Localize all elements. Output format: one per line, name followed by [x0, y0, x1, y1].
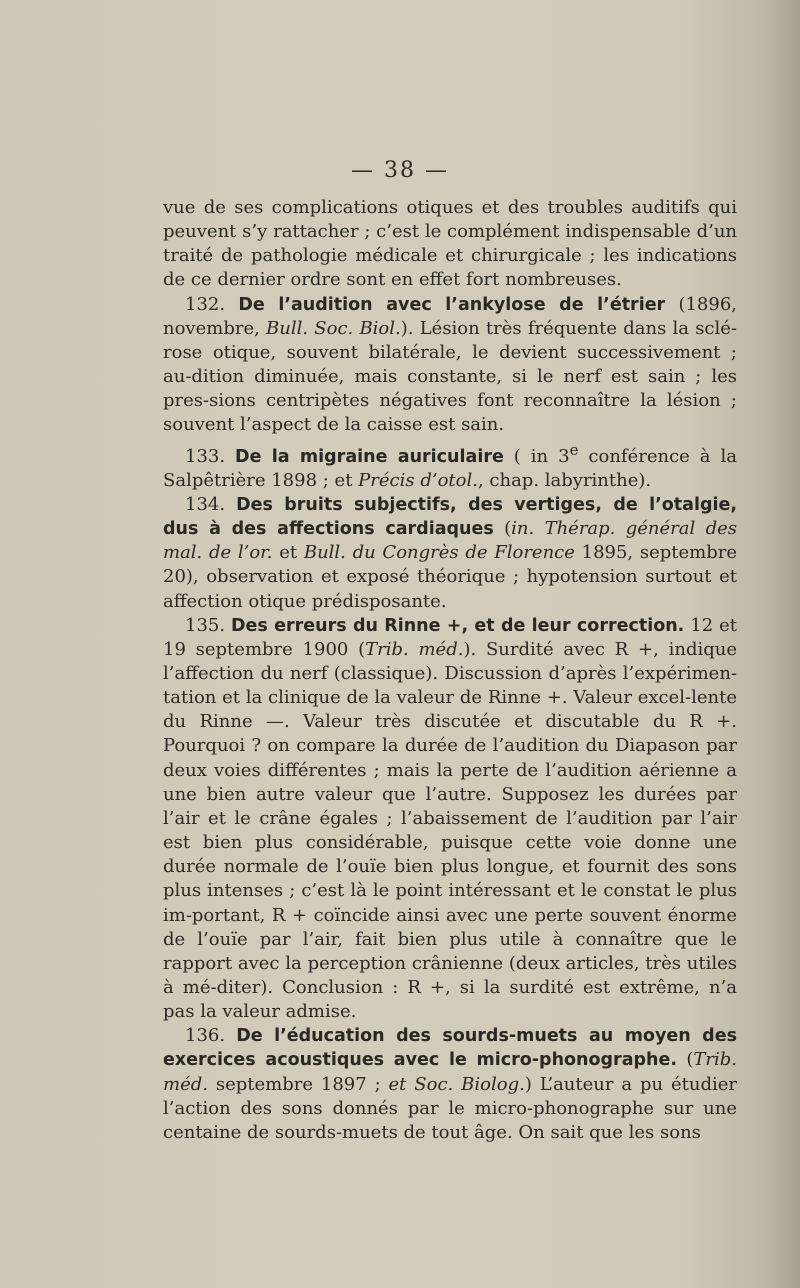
text: (1896, novembre, [163, 293, 737, 339]
source-citation: Trib. méd. [163, 1049, 737, 1095]
source-citation: Bull. Soc. Biol. [266, 317, 401, 339]
text: ). Surdité avec R +, indique l’affection du nerf (classique). Discussion d’après l’expérimen-tation et la clinique de la valeur de Rinne +. Valeur excel-lente du Rinne —. Valeur très discutée et discutable du R +. Pourquoi ? on compare la durée de l’audition du Diapason par deux voies différentes ; mais la perte de l’audition aérienne a une bien autre valeur que l’autre. Supposez les durées par l’air et le crâne égales ; l’abaissement de l’audition par l’air est bien plus considérable, puisque cette voie donne une durée normale de l’ouïe bien plus longue, et fournit des sons plus intenses ; c’est là le point intéressant et le constat le plus im-portant, R + coïncide ainsi avec une perte souvent énorme de l’ouïe par l’air, fait bien plus utile à connaître que le rapport avec la perception crânienne (deux articles, très utiles à mé-diter). Conclusion : R +, si la surdité est extrême, n’a pas la valeur admise. [163, 638, 737, 1023]
entry-title: Des bruits subjectifs, des vertiges, de l’otalgie, dus à des affections cardiaques [163, 494, 737, 540]
entry-number: 134. [185, 493, 226, 515]
text: ). Lésion très fréquente dans la sclé-rose otique, souvent bilatérale, le devient successivement ; au-dition diminuée, mais constante, si le nerf est sain ; les pres-sions centripètes négatives font reconnaître la lésion ; souvent l’aspect de la caisse est sain. [163, 317, 737, 436]
text: et [272, 542, 304, 564]
text: vue de ses complications otiques et des troubles auditifs qui peuvent s’y rattacher ; c’est le complément indispensable d’un traité de pathologie médicale et chirurgicale ; les indications de ce dernier ordre sont en effet fort nombreuses. [163, 197, 737, 291]
entry-134 [163, 493, 737, 614]
entry-title: Des erreurs du Rinne +, et de leur correction. [231, 615, 685, 636]
paragraph-continuation [163, 196, 737, 293]
text: ) L’auteur a pu étudier l’action des sons donnés par le micro-phonographe sur une centaine de sourds-muets de tout âge. On sait que les sons [163, 1073, 737, 1143]
text: ( in 3 [503, 445, 570, 467]
entry-number: 133. [185, 445, 226, 467]
ordinal-superscript: e [569, 440, 579, 459]
entry-number: 135. [185, 614, 226, 636]
page-body [163, 196, 737, 1145]
entry-133 [163, 438, 737, 493]
entry-title: De l’audition avec l’ankylose de l’étrier [238, 294, 666, 315]
source-citation: Trib. méd. [365, 638, 464, 660]
page-number: — 38 — [351, 158, 449, 183]
entry-136 [163, 1024, 737, 1145]
text: , chap. labyrinthe). [477, 469, 652, 491]
entry-132 [163, 293, 737, 438]
text: ( [677, 1049, 694, 1071]
text: 1895, septembre 20), observation et exposé théorique ; hypotension surtout et affection otique prédisposante. [163, 542, 737, 612]
entry-number: 132. [185, 293, 226, 315]
entry-title: De la migraine auriculaire [235, 446, 504, 467]
entry-number: 136. [185, 1025, 226, 1047]
text: conférence à la Salpêtrière 1898 ; et [163, 445, 737, 491]
entry-title: De l’éducation des sourds-muets au moyen des exercices acoustiques avec le micro-phonographe. [163, 1026, 737, 1071]
text: septembre 1897 ; [207, 1073, 389, 1095]
entry-135 [163, 614, 737, 1025]
source-citation: Bull. du Congrès de Florence [303, 542, 575, 564]
source-citation: Précis d’otol. [358, 469, 478, 491]
source-citation: in. Thérap. général des mal. de l’or. [163, 518, 737, 564]
text: ( [493, 518, 512, 540]
source-citation: et Soc. Biolog. [388, 1073, 525, 1095]
text: 12 et 19 septembre 1900 ( [163, 614, 737, 660]
